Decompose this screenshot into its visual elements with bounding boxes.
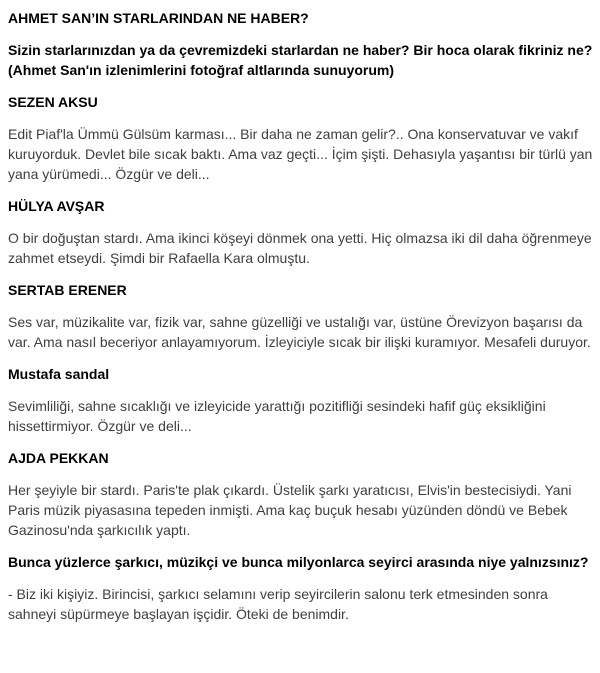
section-ajda-pekkan xyxy=(8,448,594,540)
section-mustafa-sandal xyxy=(8,364,594,436)
section-body-sertab-erener: Ses var, müzikalite var, fizik var, sahne güzelliği ve ustalığı var, üstüne Örevizyon başarısı da var. Ama nasıl beceriyor anlayamıyorum. İzleyiciyle sıcak bir ilişki kuramıyor. Mesafeli duruyor. xyxy=(8,314,591,350)
interview-question: Bunca yüzlerce şarkıcı, müzikçi ve bunca milyonlarca seyirci arasında niye yalnızsınız? xyxy=(8,554,589,570)
section-body-sezen-aksu: Edit Piaf'la Ümmü Gülsüm karması... Bir daha ne zaman gelir?.. Ona konservatuvar ve vakıf kuruyorduk. Devlet bile sıcak baktı. Ama vaz geçti... İçim şişti. Dehasıyla yaşantısı bir türlü yan yana yürümedi... Özgür ve deli... xyxy=(8,126,593,182)
article-title: AHMET SAN’IN STARLARINDAN NE HABER? xyxy=(8,10,309,26)
section-body-ajda-pekkan: Her şeyiyle bir stardı. Paris'te plak çıkardı. Üstelik şarkı yaratıcısı, Elvis'in bestecisiydi. Yani Paris müzik piyasasına tepeden inmişti. Ama kaç buçuk hesabı yüzünden döndü ve Bebek Gazinosu'nda şarkıcılık yaptı. xyxy=(8,482,572,538)
section-body-mustafa-sandal: Sevimliliği, sahne sıcaklığı ve izleyicide yarattığı pozitifliği sesindeki hafif güç eksikliğini hissettirmiyor. Özgür ve deli... xyxy=(8,398,546,434)
section-heading-hulya-avsar: HÜLYA AVŞAR xyxy=(8,198,105,214)
section-heading-mustafa-sandal: Mustafa sandal xyxy=(8,366,110,382)
section-heading-ajda-pekkan: AJDA PEKKAN xyxy=(8,450,109,466)
section-body-hulya-avsar: O bir doğuştan stardı. Ama ikinci köşeyi dönmek ona yetti. Hiç olmazsa iki dil daha öğrenmeye zahmet etseydi. Şimdi bir Rafaella Kara olmuştu. xyxy=(8,230,592,266)
section-sertab-erener xyxy=(8,280,594,352)
interview-answer: - Biz iki kişiyiz. Birincisi, şarkıcı selamını verip seyircilerin salonu terk etmesinden sonra sahneyi süpürmeye başlayan işçidir. Öteki de benimdir. xyxy=(8,586,548,622)
article-intro: Sizin starlarınızdan ya da çevremizdeki starlardan ne haber? Bir hoca olarak fikriniz ne? (Ahmet San'ın izlenimlerini fotoğraf altlarında sunuyorum) xyxy=(8,42,593,78)
section-heading-sezen-aksu: SEZEN AKSU xyxy=(8,94,98,110)
section-sezen-aksu xyxy=(8,92,594,184)
section-heading-sertab-erener: SERTAB ERENER xyxy=(8,282,127,298)
section-hulya-avsar xyxy=(8,196,594,268)
